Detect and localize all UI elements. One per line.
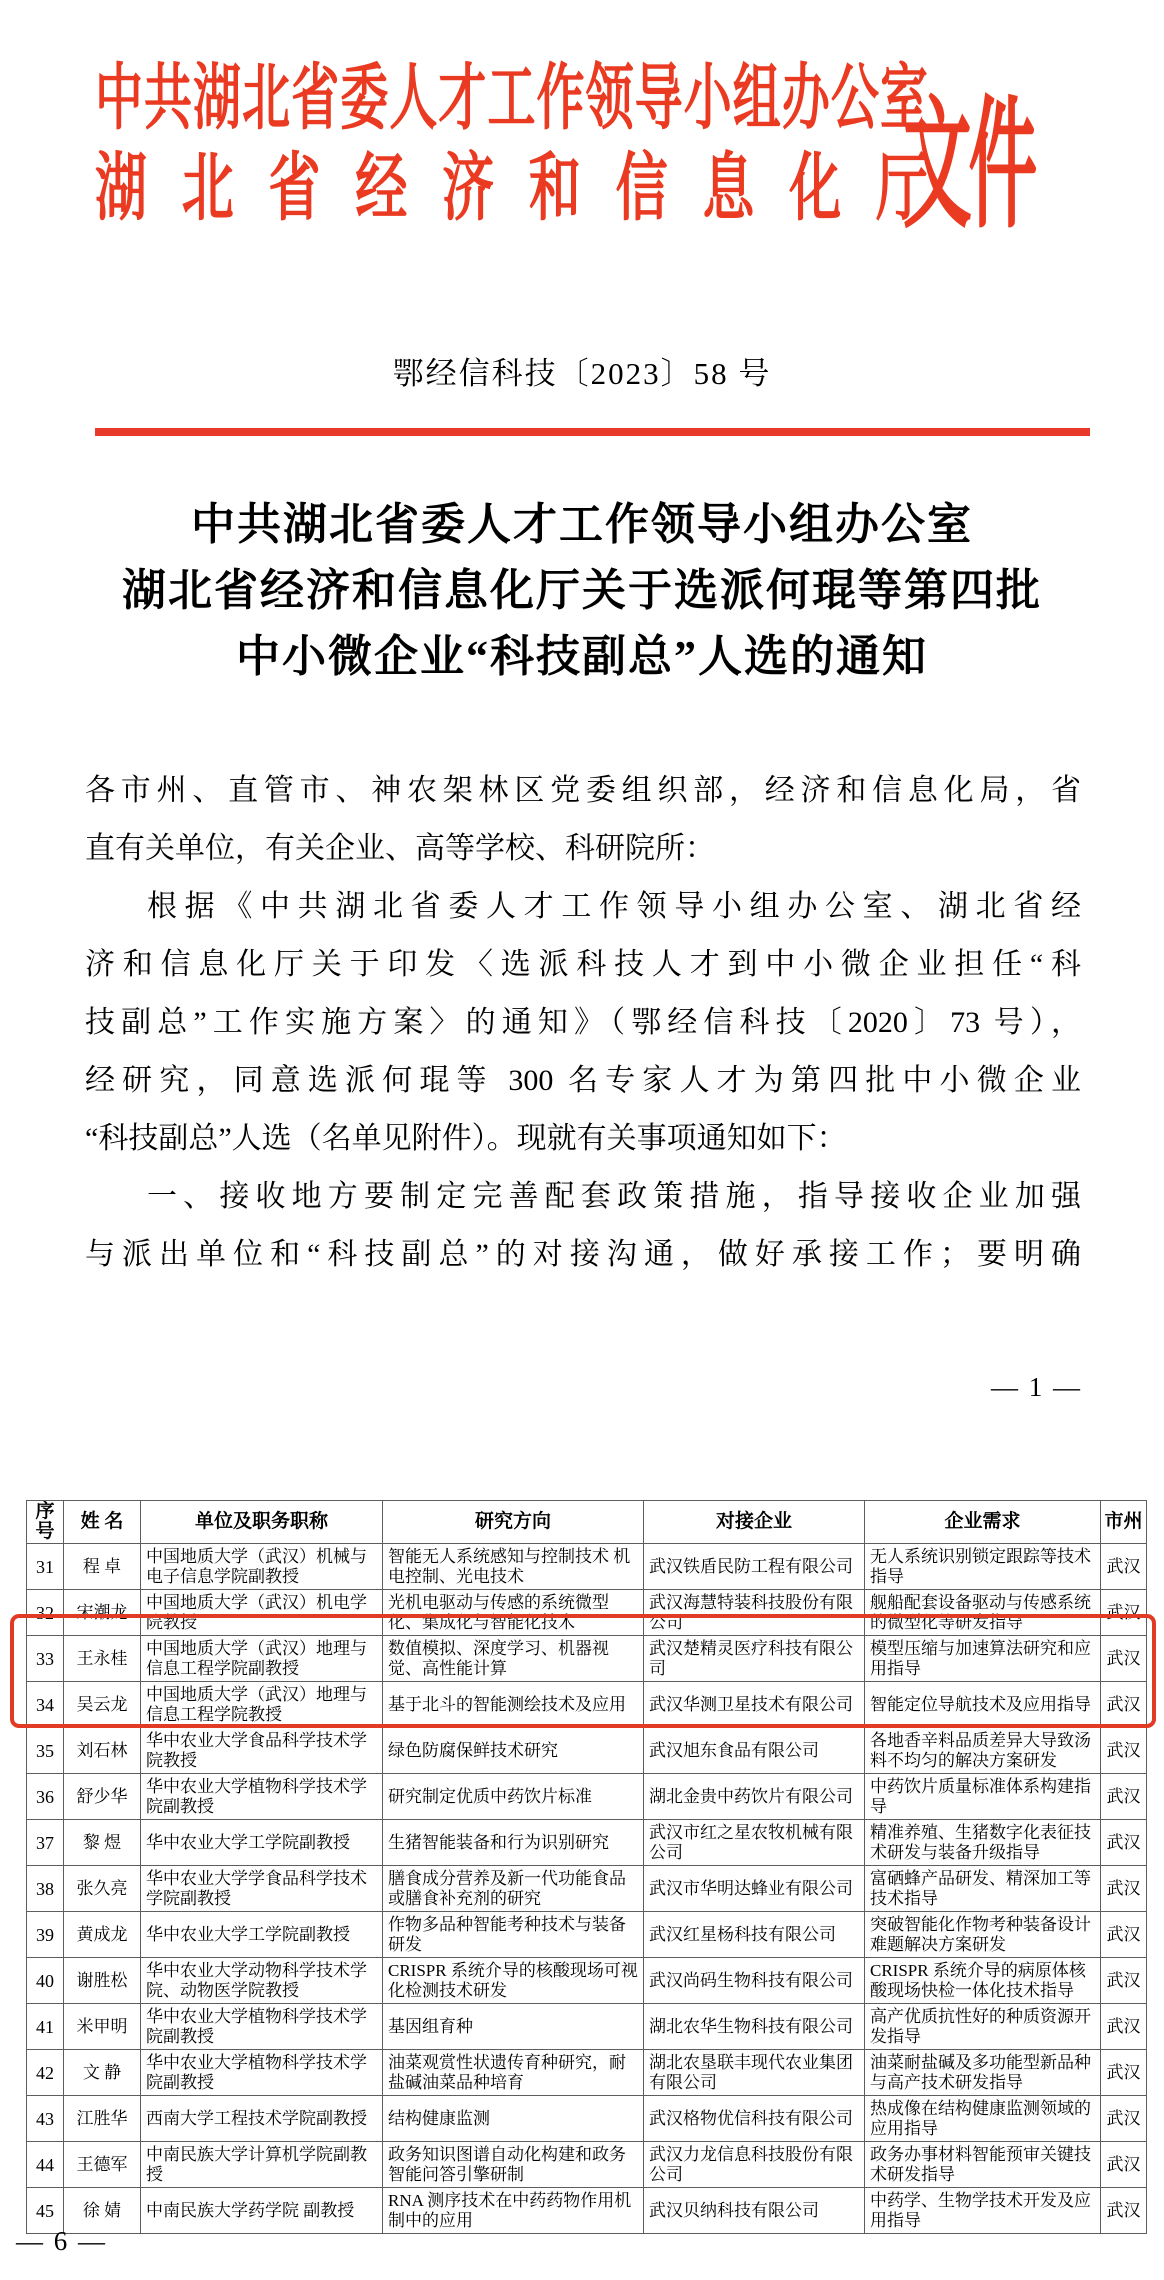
- table-cell: 武汉贝纳科技有限公司: [644, 2188, 865, 2234]
- table-cell: 突破智能化作物考种装备设计难题解决方案研发: [865, 1912, 1101, 1958]
- table-cell: 中国地质大学（武汉）机电学院教授: [141, 1590, 383, 1636]
- table-cell: 武汉: [1101, 1636, 1147, 1682]
- table-row: [27, 1636, 1147, 1682]
- table-row: [27, 2096, 1147, 2142]
- table-header-cell: 单位及职务职称: [141, 1501, 383, 1544]
- table-cell: 生猪智能装备和行为识别研究: [383, 1820, 644, 1866]
- table-cell: 华中农业大学植物科学技术学院副教授: [141, 2050, 383, 2096]
- table-cell: 华中农业大学学食品科学技术学院副教授: [141, 1866, 383, 1912]
- table-cell: 张久亮: [64, 1866, 141, 1912]
- table-cell: 43: [27, 2096, 64, 2142]
- table-header-cell: 研究方向: [383, 1501, 644, 1544]
- table-cell: 膳食成分营养及新一代功能食品或膳食补充剂的研究: [383, 1866, 644, 1912]
- letterhead-doc-word: 文件: [903, 86, 1035, 246]
- table-row: [27, 1728, 1147, 1774]
- table-cell: 中药学、生物学技术开发及应用指导: [865, 2188, 1101, 2234]
- table-cell: 武汉力龙信息科技股份有限公司: [644, 2142, 865, 2188]
- table-row: [27, 2142, 1147, 2188]
- table-cell: 武汉: [1101, 1544, 1147, 1590]
- table-cell: 武汉铁盾民防工程有限公司: [644, 1544, 865, 1590]
- table-cell: 武汉: [1101, 1774, 1147, 1820]
- table-cell: 38: [27, 1866, 64, 1912]
- table-cell: 米甲明: [64, 2004, 141, 2050]
- table-cell: 武汉市红之星农牧机械有限公司: [644, 1820, 865, 1866]
- table-cell: 武汉: [1101, 1866, 1147, 1912]
- table-cell: 王永桂: [64, 1636, 141, 1682]
- roster-table: [26, 1500, 1147, 2234]
- table-cell: 武汉: [1101, 1590, 1147, 1636]
- table-row: [27, 1958, 1147, 2004]
- table-cell: 中南民族大学药学院 副教授: [141, 2188, 383, 2234]
- table-cell: 中南民族大学计算机学院副教授: [141, 2142, 383, 2188]
- table-cell: 武汉红星杨科技有限公司: [644, 1912, 865, 1958]
- table-cell: 基于北斗的智能测绘技术及应用: [383, 1682, 644, 1728]
- table-cell: 油菜耐盐碱及多功能型新品种与高产技术研发指导: [865, 2050, 1101, 2096]
- table-header-cell: 序号: [27, 1501, 64, 1544]
- table-cell: 湖北农华生物科技有限公司: [644, 2004, 865, 2050]
- table-cell: 数值模拟、深度学习、机器视觉、高性能计算: [383, 1636, 644, 1682]
- table-cell: 华中农业大学动物科学技术学院、动物医学院教授: [141, 1958, 383, 2004]
- body-line: 经研究，同意选派何琨等 300 名专家人才为第四批中小微企业: [85, 1064, 1081, 1097]
- table-cell: 武汉市华明达蜂业有限公司: [644, 1866, 865, 1912]
- table-cell: 结构健康监测: [383, 2096, 644, 2142]
- table-cell: 热成像在结构健康监测领域的应用指导: [865, 2096, 1101, 2142]
- table-cell: 精准养殖、生猪数字化表征技术研发与装备升级指导: [865, 1820, 1101, 1866]
- table-cell: 刘石林: [64, 1728, 141, 1774]
- table-cell: 政务办事材料智能预审关键技术研发指导: [865, 2142, 1101, 2188]
- table-cell: 31: [27, 1544, 64, 1590]
- table-cell: 34: [27, 1682, 64, 1728]
- table-cell: 各地香辛料品质差异大导致汤料不均匀的解决方案研发: [865, 1728, 1101, 1774]
- table-cell: 黄成龙: [64, 1912, 141, 1958]
- table-cell: CRISPR 系统介导的核酸现场可视化检测技术研发: [383, 1958, 644, 2004]
- letterhead-org-line2: 湖北省经济和信息化厅: [95, 149, 928, 231]
- table-cell: 华中农业大学植物科学技术学院副教授: [141, 2004, 383, 2050]
- table-row: [27, 1774, 1147, 1820]
- table-row: [27, 1912, 1147, 1958]
- roster-table-body: [27, 1544, 1147, 2234]
- table-cell: 33: [27, 1636, 64, 1682]
- table-cell: 武汉: [1101, 2004, 1147, 2050]
- table-cell: 基因组育种: [383, 2004, 644, 2050]
- table-row: [27, 1544, 1147, 1590]
- table-cell: 36: [27, 1774, 64, 1820]
- table-cell: 湖北金贵中药饮片有限公司: [644, 1774, 865, 1820]
- table-cell: 智能定位导航技术及应用指导: [865, 1682, 1101, 1728]
- table-row: [27, 2188, 1147, 2234]
- letterhead-org-line1: 中共湖北省委人才工作领导小组办公室: [95, 59, 928, 139]
- table-cell: 中国地质大学（武汉）地理与信息工程学院副教授: [141, 1636, 383, 1682]
- table-cell: 42: [27, 2050, 64, 2096]
- doc-title-line: 中共湖北省委人才工作领导小组办公室: [191, 500, 973, 549]
- table-cell: 武汉: [1101, 1728, 1147, 1774]
- table-cell: 政务知识图谱自动化构建和政务智能问答引擎研制: [383, 2142, 644, 2188]
- table-cell: 武汉: [1101, 1820, 1147, 1866]
- table-cell: 谢胜松: [64, 1958, 141, 2004]
- body-line: “科技副总”人选（名单见附件）。现就有关事项通知如下：: [85, 1122, 847, 1155]
- table-cell: 武汉楚精灵医疗科技有限公司: [644, 1636, 865, 1682]
- table-header-cell: 对接企业: [644, 1501, 865, 1544]
- roster-table-head: [27, 1501, 1147, 1544]
- table-cell: 文 静: [64, 2050, 141, 2096]
- table-row: [27, 1866, 1147, 1912]
- table-cell: 吴云龙: [64, 1682, 141, 1728]
- doc-number: 鄂经信科技〔2023〕58 号: [392, 356, 772, 391]
- table-cell: CRISPR 系统介导的病原体核酸现场快检一体化技术指导: [865, 1958, 1101, 2004]
- body-line: 技副总”工作实施方案〉的通知》（鄂经信科技〔2020〕73 号），: [85, 1006, 1081, 1039]
- table-cell: 西南大学工程技术学院副教授: [141, 2096, 383, 2142]
- table-cell: 45: [27, 2188, 64, 2234]
- table-cell: 武汉华测卫星技术有限公司: [644, 1682, 865, 1728]
- table-cell: 王德军: [64, 2142, 141, 2188]
- table-cell: 研究制定优质中药饮片标准: [383, 1774, 644, 1820]
- table-row: [27, 1682, 1147, 1728]
- table-cell: 中药饮片质量标准体系构建指导: [865, 1774, 1101, 1820]
- table-row: [27, 1590, 1147, 1636]
- body-line: 一、接收地方要制定完善配套政策措施，指导接收企业加强: [147, 1180, 1081, 1213]
- table-cell: 智能无人系统感知与控制技术 机电控制、光电技术: [383, 1544, 644, 1590]
- table-cell: 武汉: [1101, 2188, 1147, 2234]
- page-number-6: — 6 —: [16, 2226, 107, 2256]
- table-cell: 华中农业大学工学院副教授: [141, 1820, 383, 1866]
- table-cell: 武汉: [1101, 2050, 1147, 2096]
- table-header-cell: 企业需求: [865, 1501, 1101, 1544]
- table-cell: 作物多品种智能考种技术与装备研发: [383, 1912, 644, 1958]
- red-divider-rule: [95, 428, 1090, 436]
- table-cell: 武汉: [1101, 1958, 1147, 2004]
- page-number-1: — 1 —: [991, 1372, 1082, 1402]
- doc-title-line: 湖北省经济和信息化厅关于选派何琨等第四批: [122, 566, 1042, 615]
- body-line: 各市州、直管市、神农架林区党委组织部，经济和信息化局，省: [85, 774, 1081, 807]
- table-cell: 江胜华: [64, 2096, 141, 2142]
- table-cell: 39: [27, 1912, 64, 1958]
- table-cell: 武汉: [1101, 2096, 1147, 2142]
- table-cell: 中国地质大学（武汉）地理与信息工程学院教授: [141, 1682, 383, 1728]
- table-cell: 武汉: [1101, 2142, 1147, 2188]
- table-cell: 武汉尚码生物科技有限公司: [644, 1958, 865, 2004]
- body-line: 根据《中共湖北省委人才工作领导小组办公室、湖北省经: [147, 890, 1081, 923]
- table-cell: 宋潮龙: [64, 1590, 141, 1636]
- table-header-row: [27, 1501, 1147, 1544]
- body-line: 直有关单位，有关企业、高等学校、科研院所：: [85, 832, 715, 865]
- table-header-cell: 姓 名: [64, 1501, 141, 1544]
- table-cell: 华中农业大学工学院副教授: [141, 1912, 383, 1958]
- table-cell: 高产优质抗性好的种质资源开发指导: [865, 2004, 1101, 2050]
- table-cell: 华中农业大学食品科学技术学院教授: [141, 1728, 383, 1774]
- doc-title: [0, 492, 1164, 690]
- table-cell: 武汉旭东食品有限公司: [644, 1728, 865, 1774]
- body-line: 与派出单位和“科技副总”的对接沟通，做好承接工作；要明确: [85, 1238, 1081, 1271]
- table-cell: 华中农业大学植物科学技术学院副教授: [141, 1774, 383, 1820]
- table-cell: 富硒蜂产品研发、精深加工等技术指导: [865, 1866, 1101, 1912]
- table-cell: 光机电驱动与传感的系统微型化、集成化与智能化技术: [383, 1590, 644, 1636]
- table-cell: 武汉格物优信科技有限公司: [644, 2096, 865, 2142]
- table-row: [27, 2004, 1147, 2050]
- table-cell: 黎 煜: [64, 1820, 141, 1866]
- table-cell: 程 卓: [64, 1544, 141, 1590]
- table-row: [27, 1820, 1147, 1866]
- table-cell: 中国地质大学（武汉）机械与电子信息学院副教授: [141, 1544, 383, 1590]
- table-cell: 44: [27, 2142, 64, 2188]
- table-cell: 绿色防腐保鲜技术研究: [383, 1728, 644, 1774]
- table-cell: 武汉海慧特装科技股份有限公司: [644, 1590, 865, 1636]
- table-cell: 武汉: [1101, 1682, 1147, 1728]
- table-cell: 32: [27, 1590, 64, 1636]
- table-cell: 武汉: [1101, 1912, 1147, 1958]
- table-cell: 油菜观赏性状遗传育种研究，耐盐碱油菜品种培育: [383, 2050, 644, 2096]
- table-cell: 舰船配套设备驱动与传感系统的微型化等研发指导: [865, 1590, 1101, 1636]
- table-cell: RNA 测序技术在中药药物作用机制中的应用: [383, 2188, 644, 2234]
- doc-title-line: 中小微企业“科技副总”人选的通知: [236, 632, 928, 681]
- table-row: [27, 2050, 1147, 2096]
- body-line: 济和信息化厅关于印发〈选派科技人才到中小微企业担任“科: [85, 948, 1081, 981]
- doc-body: [85, 762, 1081, 1284]
- table-cell: 40: [27, 1958, 64, 2004]
- table-cell: 无人系统识别锁定跟踪等技术指导: [865, 1544, 1101, 1590]
- table-cell: 35: [27, 1728, 64, 1774]
- table-cell: 徐 婧: [64, 2188, 141, 2234]
- table-header-cell: 市州: [1101, 1501, 1147, 1544]
- table-cell: 41: [27, 2004, 64, 2050]
- table-cell: 舒少华: [64, 1774, 141, 1820]
- table-cell: 模型压缩与加速算法研究和应用指导: [865, 1636, 1101, 1682]
- table-cell: 37: [27, 1820, 64, 1866]
- table-cell: 湖北农垦联丰现代农业集团有限公司: [644, 2050, 865, 2096]
